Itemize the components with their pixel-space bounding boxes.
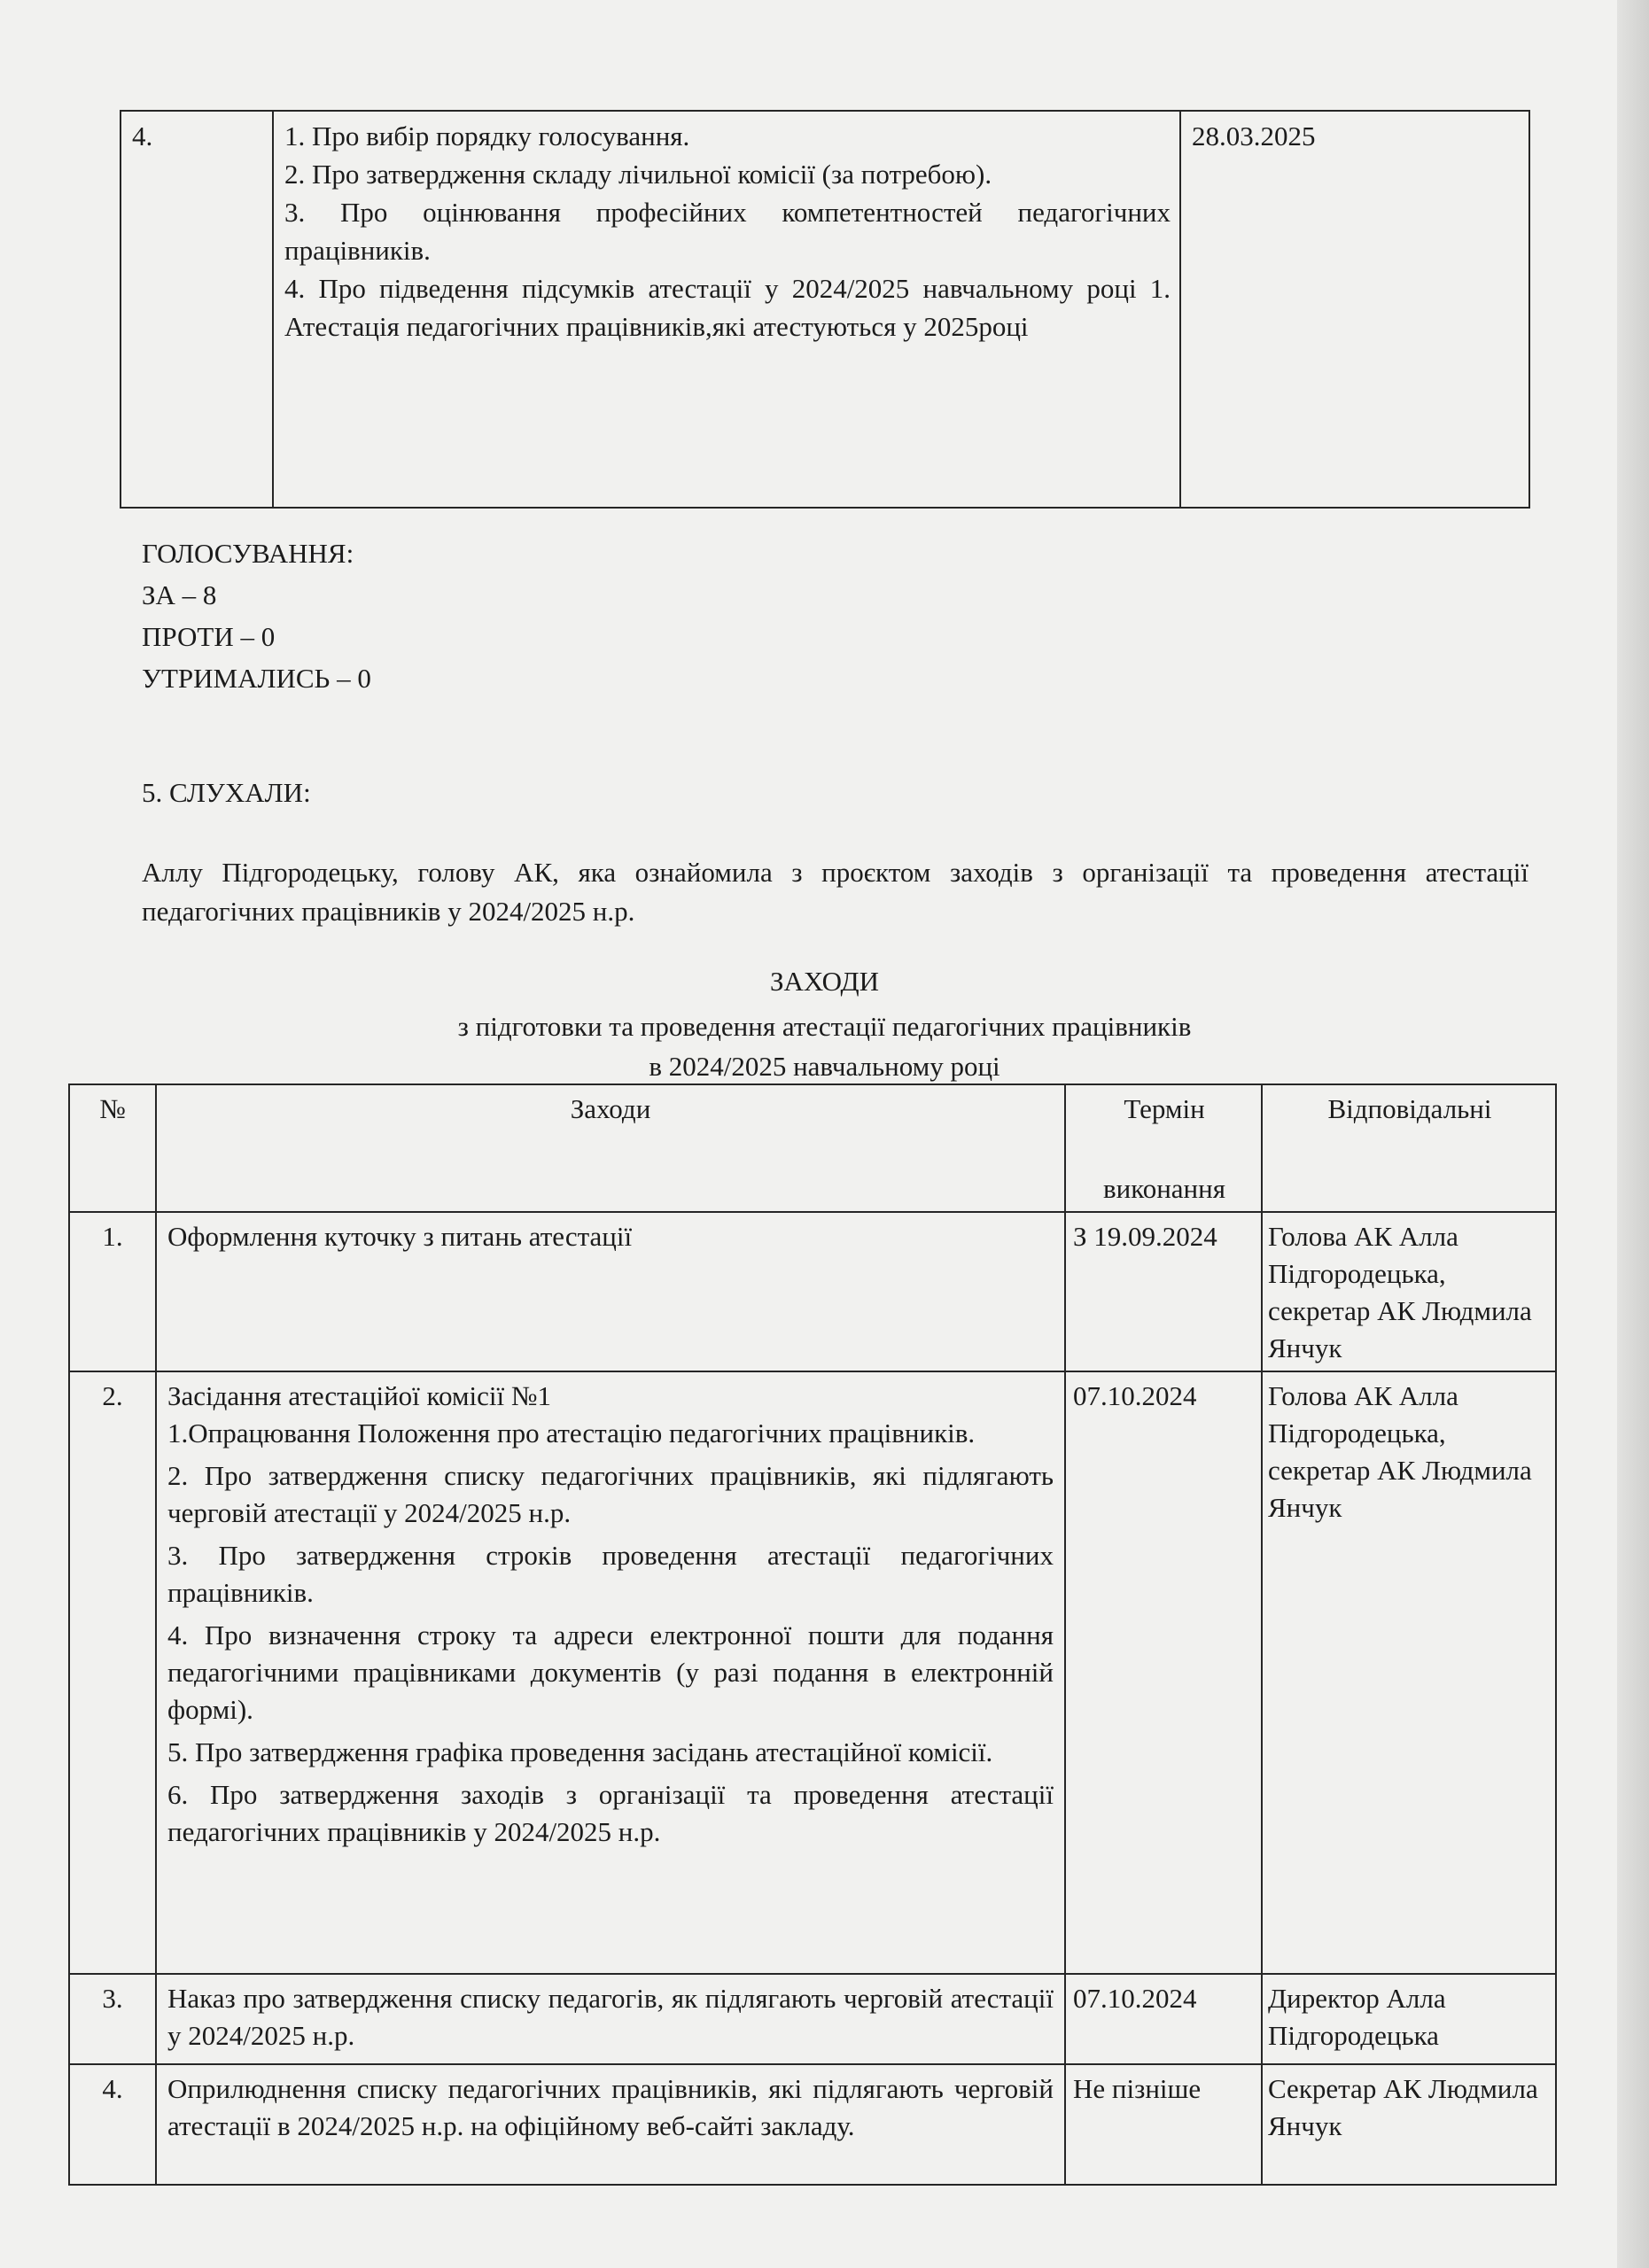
row-number: 4.: [121, 111, 273, 508]
row-term: Не пізніше: [1065, 2064, 1262, 2185]
task-line: Оприлюднення списку педагогічних працівників, які підлягають черговій атестації в 2024/2025 н.р. на офіційному веб-сайті закладу.: [167, 2073, 1054, 2141]
task-line: 6. Про затвердження заходів з організації та проведення атестації педагогічних працівників у 2024/2025 н.р.: [167, 1779, 1054, 1847]
row-num: 4.: [69, 2064, 156, 2185]
events-title: ЗАХОДИ: [769, 966, 880, 997]
table-header-row: [69, 1084, 1556, 1212]
row-term: 07.10.2024: [1065, 1371, 1262, 1974]
task-line: 2. Про затвердження списку педагогічних працівників, які підлягають черговій атестації у 2024/2025 н.р.: [167, 1460, 1054, 1528]
header-term-line1: Термін: [1124, 1093, 1205, 1124]
voting-for: ЗА – 8: [142, 579, 217, 610]
task-line: Наказ про затвердження списку педагогів, як підлягають черговій атестації у 2024/2025 н.р.: [167, 1983, 1054, 2051]
paper-edge: [1617, 0, 1649, 2268]
row-num: 3.: [69, 1974, 156, 2064]
events-year: в 2024/2025 навчальному році: [649, 1051, 1000, 1082]
agenda-table: [120, 110, 1530, 509]
row-task: [156, 1974, 1065, 2064]
header-resp: Відповідальні: [1262, 1084, 1556, 1212]
task-line: Засідання атестаційої комісії №1: [167, 1380, 551, 1411]
row-term: 07.10.2024: [1065, 1974, 1262, 2064]
voting-against: ПРОТИ – 0: [142, 621, 276, 652]
table-row: [69, 1212, 1556, 1371]
row-resp: Голова АК Алла Підгородецька, секретар АК Людмила Янчук: [1262, 1212, 1556, 1371]
task-line: 4. Про визначення строку та адреси електронної пошти для подання педагогічними працівниками документів (у разі подання в електронній формі).: [167, 1619, 1054, 1725]
row-resp: Секретар АК Людмила Янчук: [1262, 2064, 1556, 2185]
agenda-item: 4. Про підведення підсумків атестації у 2024/2025 навчальному році 1. Атестація педагогічних працівників,які атестуються у 2025році: [284, 273, 1171, 342]
voting-abstained: УТРИМАЛИСЬ – 0: [142, 663, 371, 694]
table-row: [69, 1371, 1556, 1974]
intro-paragraph: Аллу Підгородецьку, голову АК, яка ознайомила з проєктом заходів з організації та проведення атестації педагогічних працівників у 2024/2025 н.р.: [142, 857, 1528, 927]
row-num: 1.: [69, 1212, 156, 1371]
agenda-item: 2. Про затвердження складу лічильної комісії (за потребою).: [284, 159, 992, 190]
events-table: [68, 1084, 1557, 2186]
task-line: 3. Про затвердження строків проведення атестації педагогічних працівників.: [167, 1540, 1054, 1608]
header-num: №: [69, 1084, 156, 1212]
header-term: [1065, 1084, 1262, 1212]
voting-title: ГОЛОСУВАННЯ:: [142, 538, 354, 569]
table-row: [121, 111, 1529, 508]
task-line: 1.Опрацювання Положення про атестацію педагогічних працівників.: [167, 1418, 976, 1449]
row-task: [156, 2064, 1065, 2185]
row-resp: Директор Алла Підгородецька: [1262, 1974, 1556, 2064]
agenda-items: [273, 111, 1180, 508]
row-task: [156, 1371, 1065, 1974]
row-num: 2.: [69, 1371, 156, 1974]
table-row: [69, 1974, 1556, 2064]
table-row: [69, 2064, 1556, 2185]
heard-heading: 5. СЛУХАЛИ:: [142, 777, 311, 808]
header-task: Заходи: [156, 1084, 1065, 1212]
task-line: Оформлення куточку з питань атестації: [167, 1221, 633, 1252]
row-task: [156, 1212, 1065, 1371]
agenda-item: 1. Про вибір порядку голосування.: [284, 120, 690, 151]
row-term: З 19.09.2024: [1065, 1212, 1262, 1371]
row-resp: Голова АК Алла Підгородецька, секретар АК Людмила Янчук: [1262, 1371, 1556, 1974]
agenda-item: 3. Про оцінювання професійних компетентностей педагогічних працівників.: [284, 197, 1171, 266]
agenda-date: 28.03.2025: [1180, 111, 1529, 508]
task-line: 5. Про затвердження графіка проведення засідань атестаційної комісії.: [167, 1736, 993, 1767]
header-term-line2: виконання: [1102, 1173, 1225, 1204]
events-subtitle: з підготовки та проведення атестації педагогічних працівників: [457, 1011, 1192, 1042]
